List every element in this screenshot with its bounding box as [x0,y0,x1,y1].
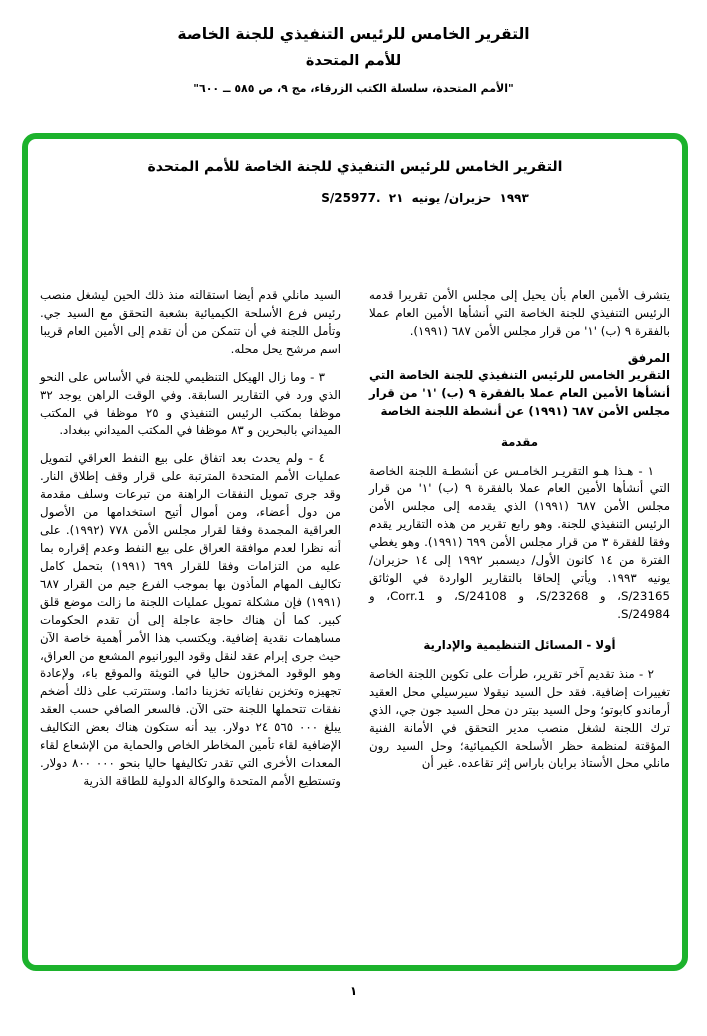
document-title: التقرير الخامس للرئيس التنفيذي للجنة الخاصة للأمم المتحدة [147,159,563,175]
document-frame [22,133,688,971]
annex-title-paragraph: التقرير الخامس للرئيس التنفيذي للجنة الخاصة التي أنشأها الأمين العام عملا بالفقرة ٩ (ب) '١' من قرار مجلس الأمن ٦٨٧ (١٩٩١) عن أنشطة اللجنة الخاصة [369,367,670,418]
paragraph-2: ٢ - منذ تقديم آخر تقرير، طرأت على تكوين اللجنة الخاصة تغييرات إضافية. فقد حل السيد نيقولا سيرسيلي محل العقيد أرماندو كابوتو؛ وحل السيد بيتر دن محل السيد جون جي، الذي ترك اللجنة لشغل منصب مدير التحقق في الأمانة الفنية المؤقتة لمنظمة حظر الأسلحة الكيميائية؛ وحل السيد رون مانلي محل الأستاذ برايان باراس إثر تقاعده. غير أن [369,666,670,771]
annex-heading: المرفق [627,350,670,365]
document-symbol-date [319,191,531,205]
paragraph-4: ٤ - ولم يحدث بعد اتفاق على بيع النفط العراقي لتمويل عمليات الأمم المتحدة المترتبة على قرار وقف إطلاق النار. وقد جرى تمويل النفقات الراهنة من تبرعات وسلف مقدمة من دول أعضاء، ومن أموال أتيح استخدامها من الأصول العراقية المجمدة وفقا لقرار مجلس الأمن ٧٧٨ (١٩٩٢). على أنه نظرا لعدم موافقة العراق على بيع النفط وعدم إقراره بما عليه من التزامات وفقا للقرار ٦٩٩ (١٩٩١) بتحمل كامل تكاليف المهام المأذون بها بموجب الفرع جيم من القرار ٦٨٧ (١٩٩١) فإن مشكلة تمويل عمليات اللجنة ما زالت موضع قلق كبير. كما أن هناك حاجة عاجلة إلى أن تقدم الحكومات مساهمات نقدية إضافية. ويكتسب هذا الأمر أهمية خاصة الآن حيث جرى إبرام عقد لنقل وقود اليورانيوم المشعع من العراق، وهو الوقود المخزون حاليا في التويثة والموقع باء، ولإعادة تجهيزه وتخزين نفاياته تخزينا دائما. وستترتب على ذلك أضخم نفقات تتحملها اللجنة حتى الآن. فالسعر الصافي حسب العقد يبلغ ٢٤ ٥٦٥ ٠٠٠ دولار. بيد أنه ستكون هناك بعض التكاليف الإضافية لقاء تأمين المخاطر الخاص والحماية من الإشعاع لقاء المعدات الأخرى التي تقدر تكاليفها حاليا بنحو ٨٠٠ ٠٠٠ دولار. وتستطيع الأمم المتحدة والوكالة الدولية للطاقة الذرية [40,451,342,788]
document-symbol: S/25977. [321,191,381,205]
transmittal-paragraph: يتشرف الأمين العام بأن يحيل إلى مجلس الأمن تقريرا قدمه الرئيس التنفيذي للجنة الخاصة التي أنشأها الأمين العام عملا بالفقرة ٩ (ب) '١' من قرار مجلس الأمن ٦٨٧ (١٩٩١). [369,288,670,338]
section-one-heading: أولا - المسائل التنظيمية والإدارية [423,637,616,652]
document-date-day: ٢١ [388,191,404,205]
document-date-month: حزيران/ يونيه [411,191,492,205]
page-number: ١ [349,984,358,998]
two-column-text [40,287,670,801]
paragraph-2-continued: السيد مانلي قدم أيضا استقالته منذ ذلك الحين ليشغل منصب رئيس فرع الأسلحة الكيميائية بشعبة التحقق مع السيد جي. وتأمل اللجنة في أن تتمكن من أن تقدم إلى الأمين العام قريبا اسم مرشح يحل محله. [40,288,341,356]
introduction-heading: مقدمة [500,434,539,449]
column-right [369,287,670,783]
paragraph-3: ٣ - وما زال الهيكل التنظيمي للجنة في الأساس على النحو الذي ورد في التقارير السابقة. وفي الوقت الراهن يوجد ٣٢ موظفا بمكتب الرئيس التنفيذي و ٢٥ موظفا في المكتب الميداني بالبحرين و ٨٣ موظفا في المكتب الميداني ببغداد. [40,369,342,438]
header-title-line2: للأمم المتحدة [305,53,402,70]
page-header [0,0,707,95]
document-date-year: ١٩٩٣ [499,191,529,205]
column-left [40,287,341,801]
header-source-citation: "الأمم المتحدة، سلسلة الكتب الزرقاء، مج ٩، ص ٥٨٥ ــ ٦٠٠" [193,82,514,96]
header-title-line1: التقرير الخامس للرئيس التنفيذي للجنة الخاصة [177,25,530,43]
paragraph-1: ١ - هـذا هـو التقريـر الخامـس عن أنشطـة اللجنة الخاصة التي أنشأها الأمين العام عملا بالفقرة ٩ (ب) '١' من قرار مجلس الأمن ٦٨٧ (١٩٩١) الذي يقدمه إلى مجلس الأمن الرئيس التنفيذي للجنة. وهو رابع تقرير من هذه التقارير يقدم وفقا للفقرة ٣ من قرار مجلس الأمن ٦٩٩ (١٩٩١). وهو يغطي الفترة من ١٤ كانون الأول/ ديسمبر ١٩٩٢ إلى ١٤ حزيران/ يونيه ١٩٩٣. ويأتي إلحاقا بالتقارير الواردة في الوثائق S/23165، و S/23268، و S/24108، و Corr.1، و S/24984. [369,463,671,621]
